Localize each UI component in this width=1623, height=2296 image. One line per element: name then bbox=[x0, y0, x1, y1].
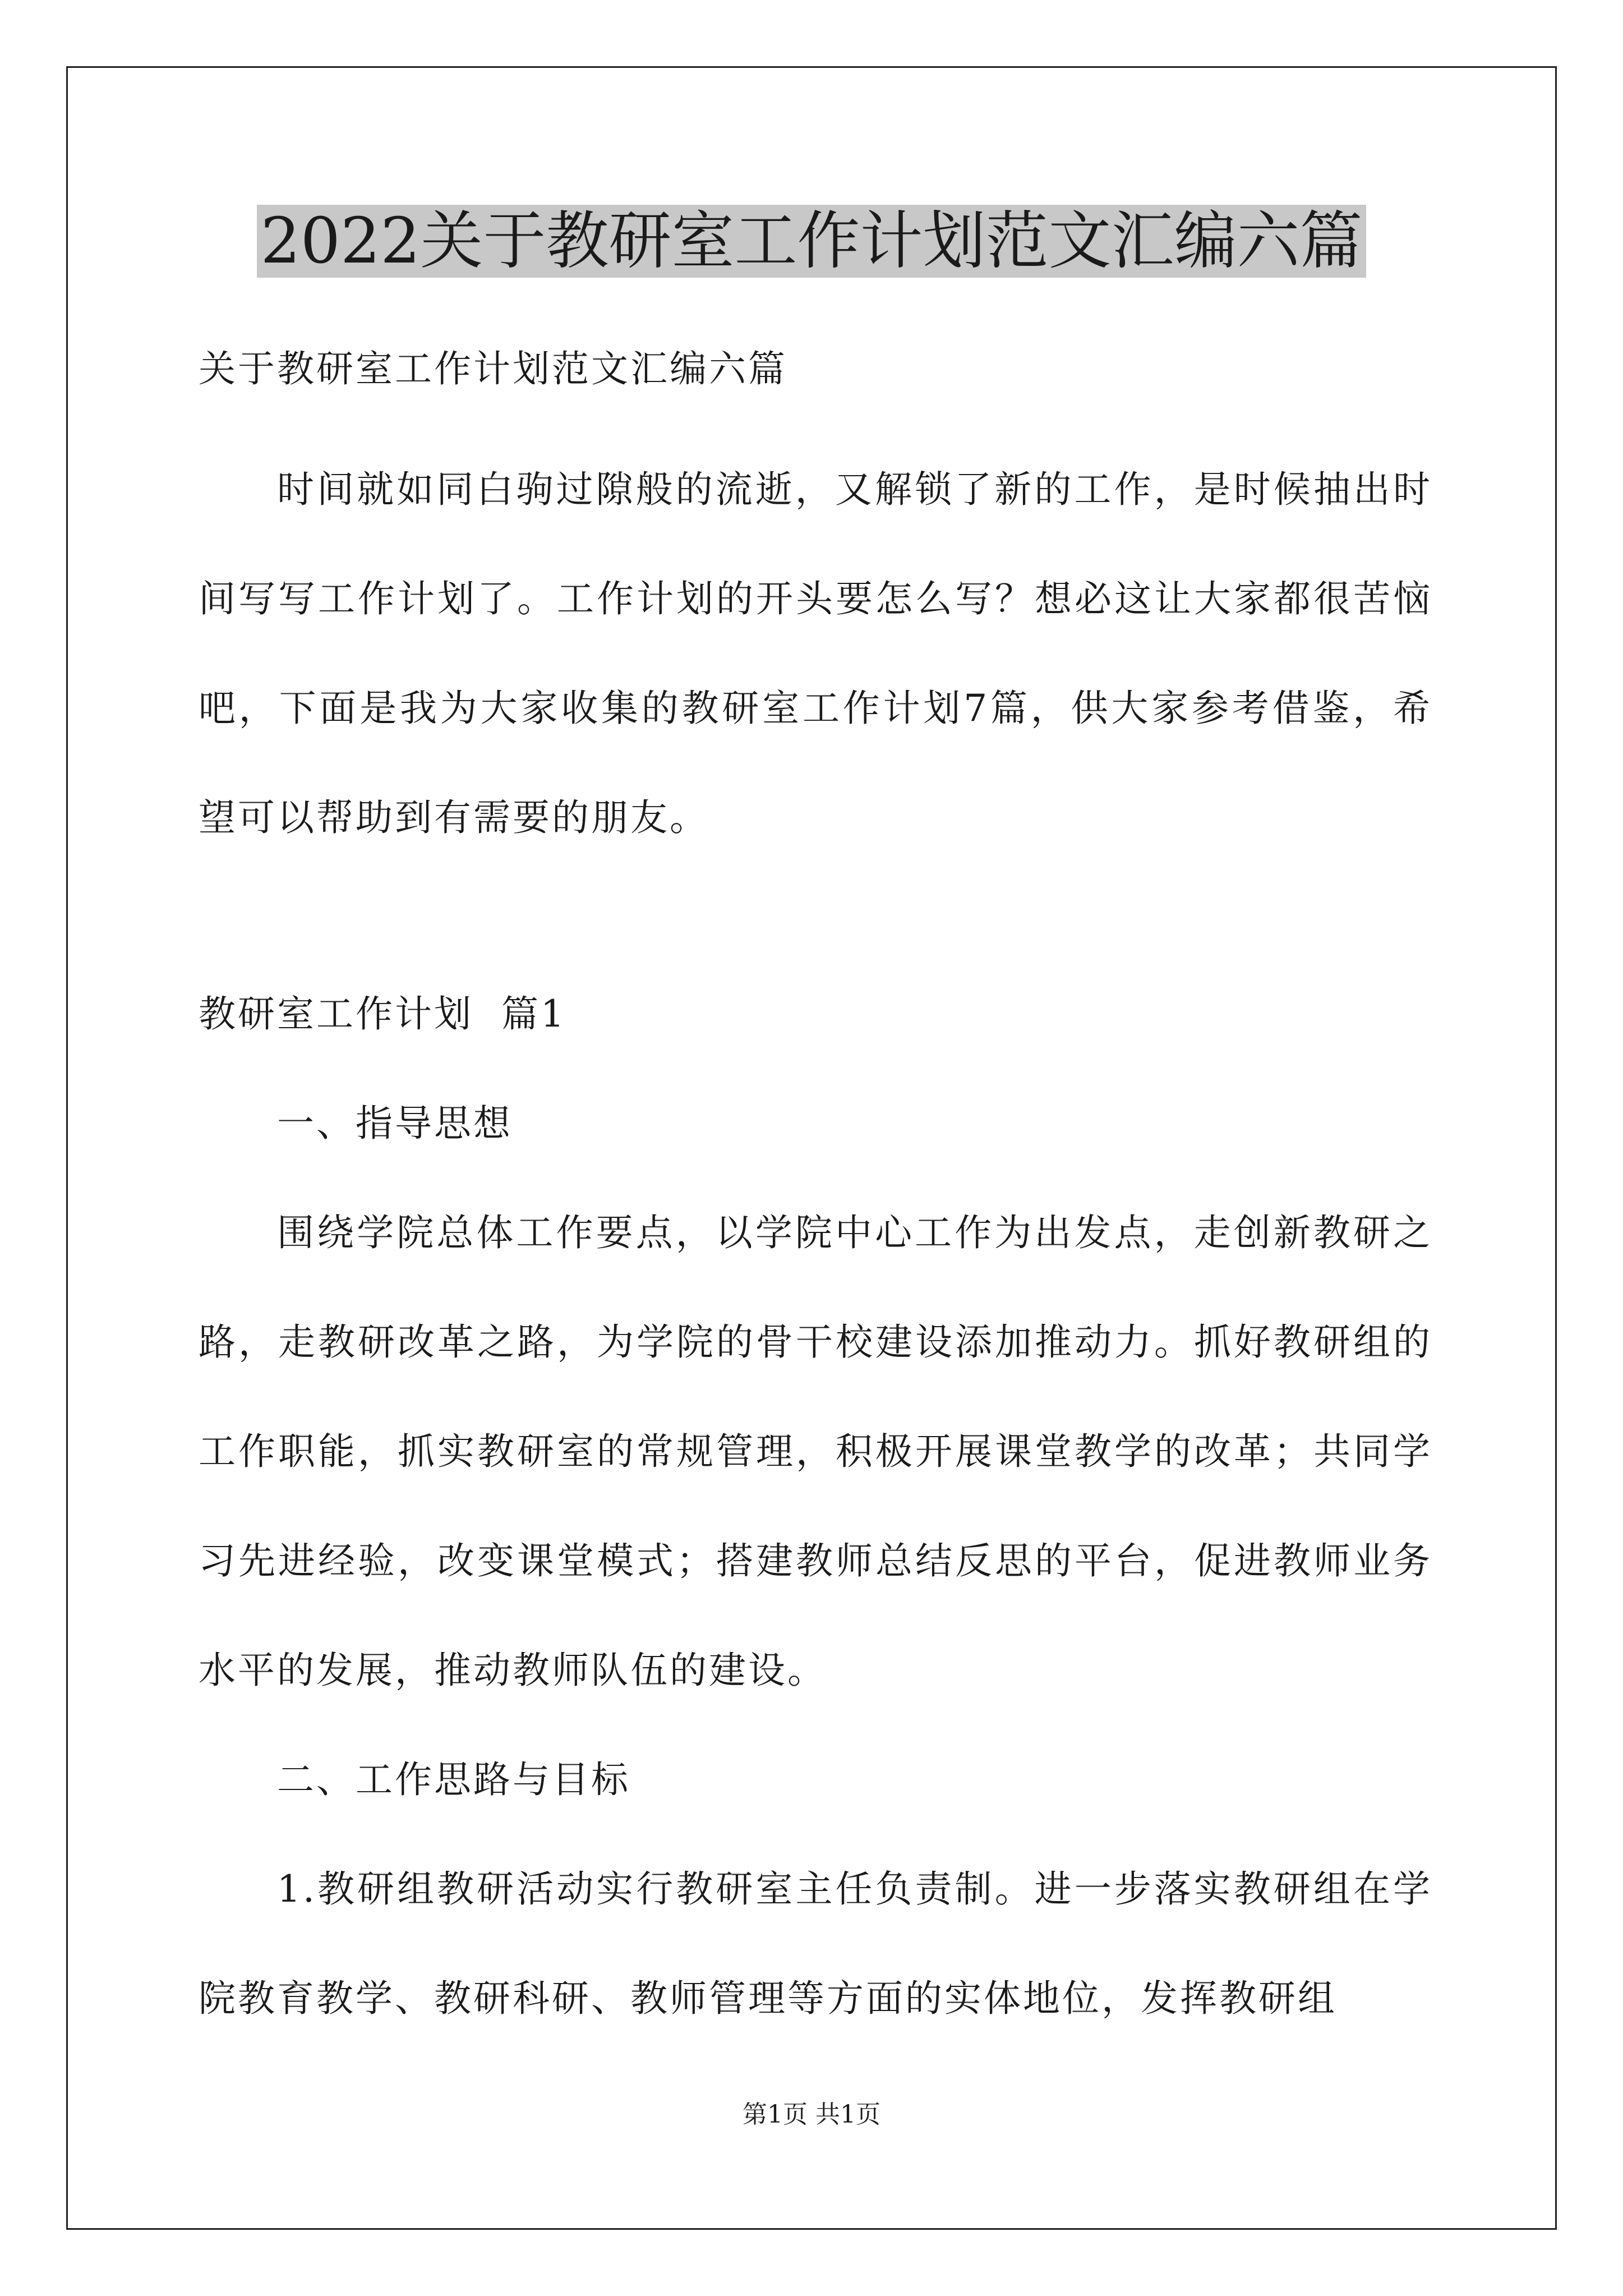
page-footer: 第1页 共1页 bbox=[743, 2100, 880, 2129]
heading-guiding-thought: 一、指导思想 bbox=[277, 1102, 513, 1145]
title-text: 2022关于教研室工作计划范文汇编六篇 bbox=[257, 205, 1366, 278]
section-heading: 教研室工作计划 篇1 bbox=[199, 992, 566, 1036]
heading-work-goals: 二、工作思路与目标 bbox=[277, 1758, 630, 1801]
paragraph-guiding-thought: 围绕学院总体工作要点，以学院中心工作为出发点，走创新教研之路，走教研改革之路，为学院的骨干校建设添加推动力。抓好教研组的工作职能，抓实教研室的常规管理，积极开展课堂教学的改革；共同学习先进经验，改变课堂模式；搭建教师总结反思的平台，促进教师业务水平的发展，推动教师队伍的建设。 bbox=[199, 1211, 1432, 1692]
subtitle: 关于教研室工作计划范文汇编六篇 bbox=[199, 347, 787, 390]
paragraph-work-goals: 1.教研组教研活动实行教研室主任负责制。进一步落实教研组在学院教育教学、教研科研、教师管理等方面的实体地位，发挥教研组 bbox=[199, 1867, 1432, 2020]
document-title bbox=[0, 199, 1623, 283]
intro-paragraph: 时间就如同白驹过隙般的流逝，又解锁了新的工作，是时候抽出时间写写工作计划了。工作计划的开头要怎么写？想必这让大家都很苦恼吧，下面是我为大家收集的教研室工作计划7篇，供大家参考借鉴，希望可以帮助到有需要的朋友。 bbox=[199, 468, 1432, 839]
